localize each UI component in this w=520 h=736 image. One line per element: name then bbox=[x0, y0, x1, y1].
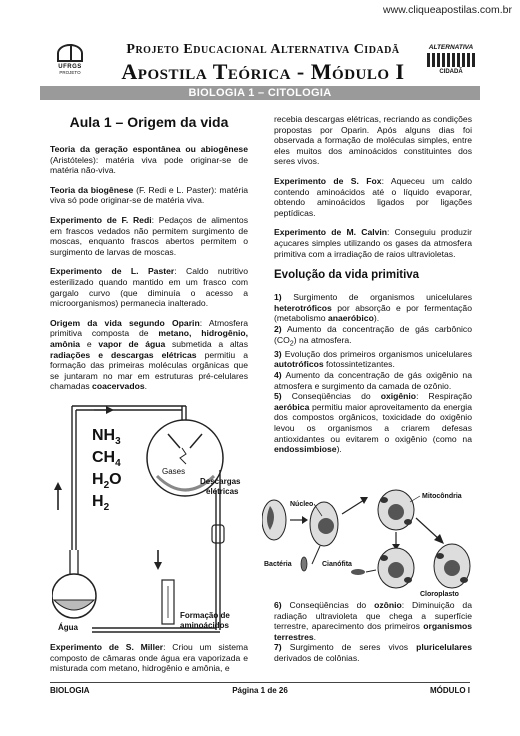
project-title: Projeto Educacional Alternativa Cidadã bbox=[126, 42, 400, 57]
endosymbiosis-diagram bbox=[262, 486, 474, 598]
section-banner: BIOLOGIA 1 – CITOLOGIA bbox=[40, 86, 480, 100]
evolution-item: 3) Evolução dos primeiros organismos unicelulares autotróficos fotossintetizantes. bbox=[274, 348, 472, 370]
gas-ch4: $CH_4$ bbox=[92, 449, 121, 469]
right-column bbox=[274, 114, 472, 461]
label-cianofita: Cianófita bbox=[322, 561, 352, 568]
miller-apparatus-diagram bbox=[52, 400, 252, 634]
nucleus-icon bbox=[318, 518, 334, 534]
paragraph-biogenese: Teoria da biogênese (F. Redi e L. Paster): matéria viva só pode originar-se de matéria viva. bbox=[50, 184, 249, 206]
bacteria-icon bbox=[301, 557, 307, 571]
label-gases: Gases bbox=[162, 467, 186, 476]
paragraph-redi: Experimento de F. Redi: Pedaços de alimentos em frascos vedados não permitem surgimento de moscas, enquanto frascos abertos permitem o surgimento de larvas de moscas. bbox=[50, 214, 248, 257]
label-formacao-2: aminoácidos bbox=[180, 621, 229, 630]
logo-text-top: ALTERNATIVA bbox=[428, 44, 474, 51]
miller-paragraph: Experimento de S. Miller: Criou um sistema composto de câmaras onde água era vaporizada e misturada com metano, hidrogênio e amônia, e bbox=[50, 642, 248, 674]
label-formacao-1: Formação de bbox=[180, 611, 230, 620]
evolution-item: 6) Conseqüências do ozônio: Diminuição da radiação ultravioleta que chega a superfície terrestre, aparecimento dos primeiros organismos terrestres. bbox=[274, 600, 472, 642]
gas-h2: $H_2$ bbox=[92, 493, 110, 513]
label-mitocondria: Mitocôndria bbox=[422, 493, 462, 500]
module-title: Apostila Teórica - Módulo I bbox=[121, 59, 405, 84]
paragraph-fox: Experimento de S. Fox: Aqueceu um caldo contendo aminoácidos até o líquido evaporar, obtendo aminoácidos ligados por ligações peptídicas. bbox=[274, 175, 472, 218]
footer-page-number: Página 1 de 26 bbox=[232, 686, 288, 695]
footer-subject: BIOLOGIA bbox=[50, 686, 90, 695]
ufrgs-logo bbox=[40, 44, 100, 84]
evolution-item: 1) Surgimento de organismos unicelulares heterotróficos por absorção e por fermentação (metabolismo anaeróbico). bbox=[274, 292, 472, 324]
ufrgs-logo-subtitle: PROJETO bbox=[59, 70, 81, 75]
stripes-icon bbox=[427, 53, 475, 67]
evolution-item: 2) Aumento da concentração de gás carbônico $(CO_2)$ na atmosfera. bbox=[274, 323, 472, 348]
evolution-list bbox=[274, 292, 472, 455]
left-column bbox=[50, 108, 248, 401]
label-agua: Água bbox=[58, 623, 78, 632]
paragraph-calvin: Experimento de M. Calvin: Conseguiu produzir açucares simples utilizando os gases da atmosfera primitiva com a irradiação de raios ultravioletas. bbox=[274, 227, 472, 259]
title-block bbox=[118, 42, 408, 85]
gas-nh3: $NH_3$ bbox=[92, 427, 121, 447]
alternativa-cidada-logo bbox=[422, 44, 480, 84]
lesson-heading: Aula 1 – Origem da vida bbox=[69, 114, 229, 130]
label-cloroplasto: Cloroplasto bbox=[420, 591, 459, 598]
label-nucleo: Núcleo bbox=[290, 501, 314, 508]
footer-module: MÓDULO I bbox=[430, 686, 470, 695]
arrow-down-icon bbox=[154, 562, 162, 570]
evolution-heading: Evolução da vida primitiva bbox=[274, 269, 420, 282]
evolution-item: 7) Surgimento de seres vivos pluricelulares derivados de colônias. bbox=[274, 642, 472, 663]
evolution-item: 4) Aumento da concentração de gás oxigênio na atmosfera e surgimento da camada de ozônio. bbox=[274, 370, 472, 391]
arrow-up-icon bbox=[54, 482, 62, 490]
ufrgs-logo-name: UFRGS bbox=[58, 64, 82, 70]
book-icon bbox=[57, 44, 83, 62]
later-items bbox=[274, 600, 472, 670]
evolution-item: 5) Conseqüências do oxigênio: Respiração aeróbica permitiu maior aproveitamento da energia dos compostos orgânicos, toxicidade do oxigênio levou os organismos a criarem defesas antioxidantes ou evitarem o oxigênio (como na endossimbiose). bbox=[274, 391, 473, 455]
label-descargas-1: Descargas bbox=[200, 477, 241, 486]
page-header bbox=[40, 42, 480, 86]
paragraph-abiogenese: Teoria da geração espontânea ou abiogênese (Aristóteles): matéria viva pode originar-se de matéria não-viva. bbox=[50, 144, 248, 176]
paragraph-miller-continued: recebia descargas elétricas, recriando as condições propostas por Oparin. Após alguns dias foi observada a formação de moléculas simples, entre eles muitos dos aminoácidos constituintes dos seres vivos. bbox=[274, 114, 472, 167]
logo-text-bottom: CIDADÃ bbox=[439, 69, 463, 75]
gas-h2o: $H_2O$ bbox=[92, 471, 122, 491]
water-flask bbox=[52, 574, 96, 618]
label-descargas-2: elétricas bbox=[206, 487, 239, 496]
paragraph-paster: Experimento de L. Paster: Caldo nutritivo esterilizado quando mantido em um frasco com gargalo curvo (que diminuía o acesso a microorganismos) permanecia inalterado. bbox=[50, 266, 248, 309]
gas-formulas bbox=[92, 427, 122, 513]
arrow-right-icon bbox=[106, 406, 114, 414]
page-footer bbox=[50, 682, 470, 694]
paragraph-oparin: Origem da vida segundo Oparin: Atmosfera primitiva composta de metano, hidrogênio, amônia e vapor de água submetida a altas radiações e descargas elétricas permitiu a formação das primeiras moléculas orgânicas que se juntaram no mar em estruturas pré-celulares chamadas coacervados. bbox=[50, 317, 249, 392]
label-bacteria: Bactéria bbox=[264, 561, 292, 568]
site-url[interactable]: www.cliqueapostilas.com.br bbox=[383, 4, 512, 16]
cell-1 bbox=[262, 500, 286, 540]
cyanobacteria-icon bbox=[351, 569, 365, 575]
